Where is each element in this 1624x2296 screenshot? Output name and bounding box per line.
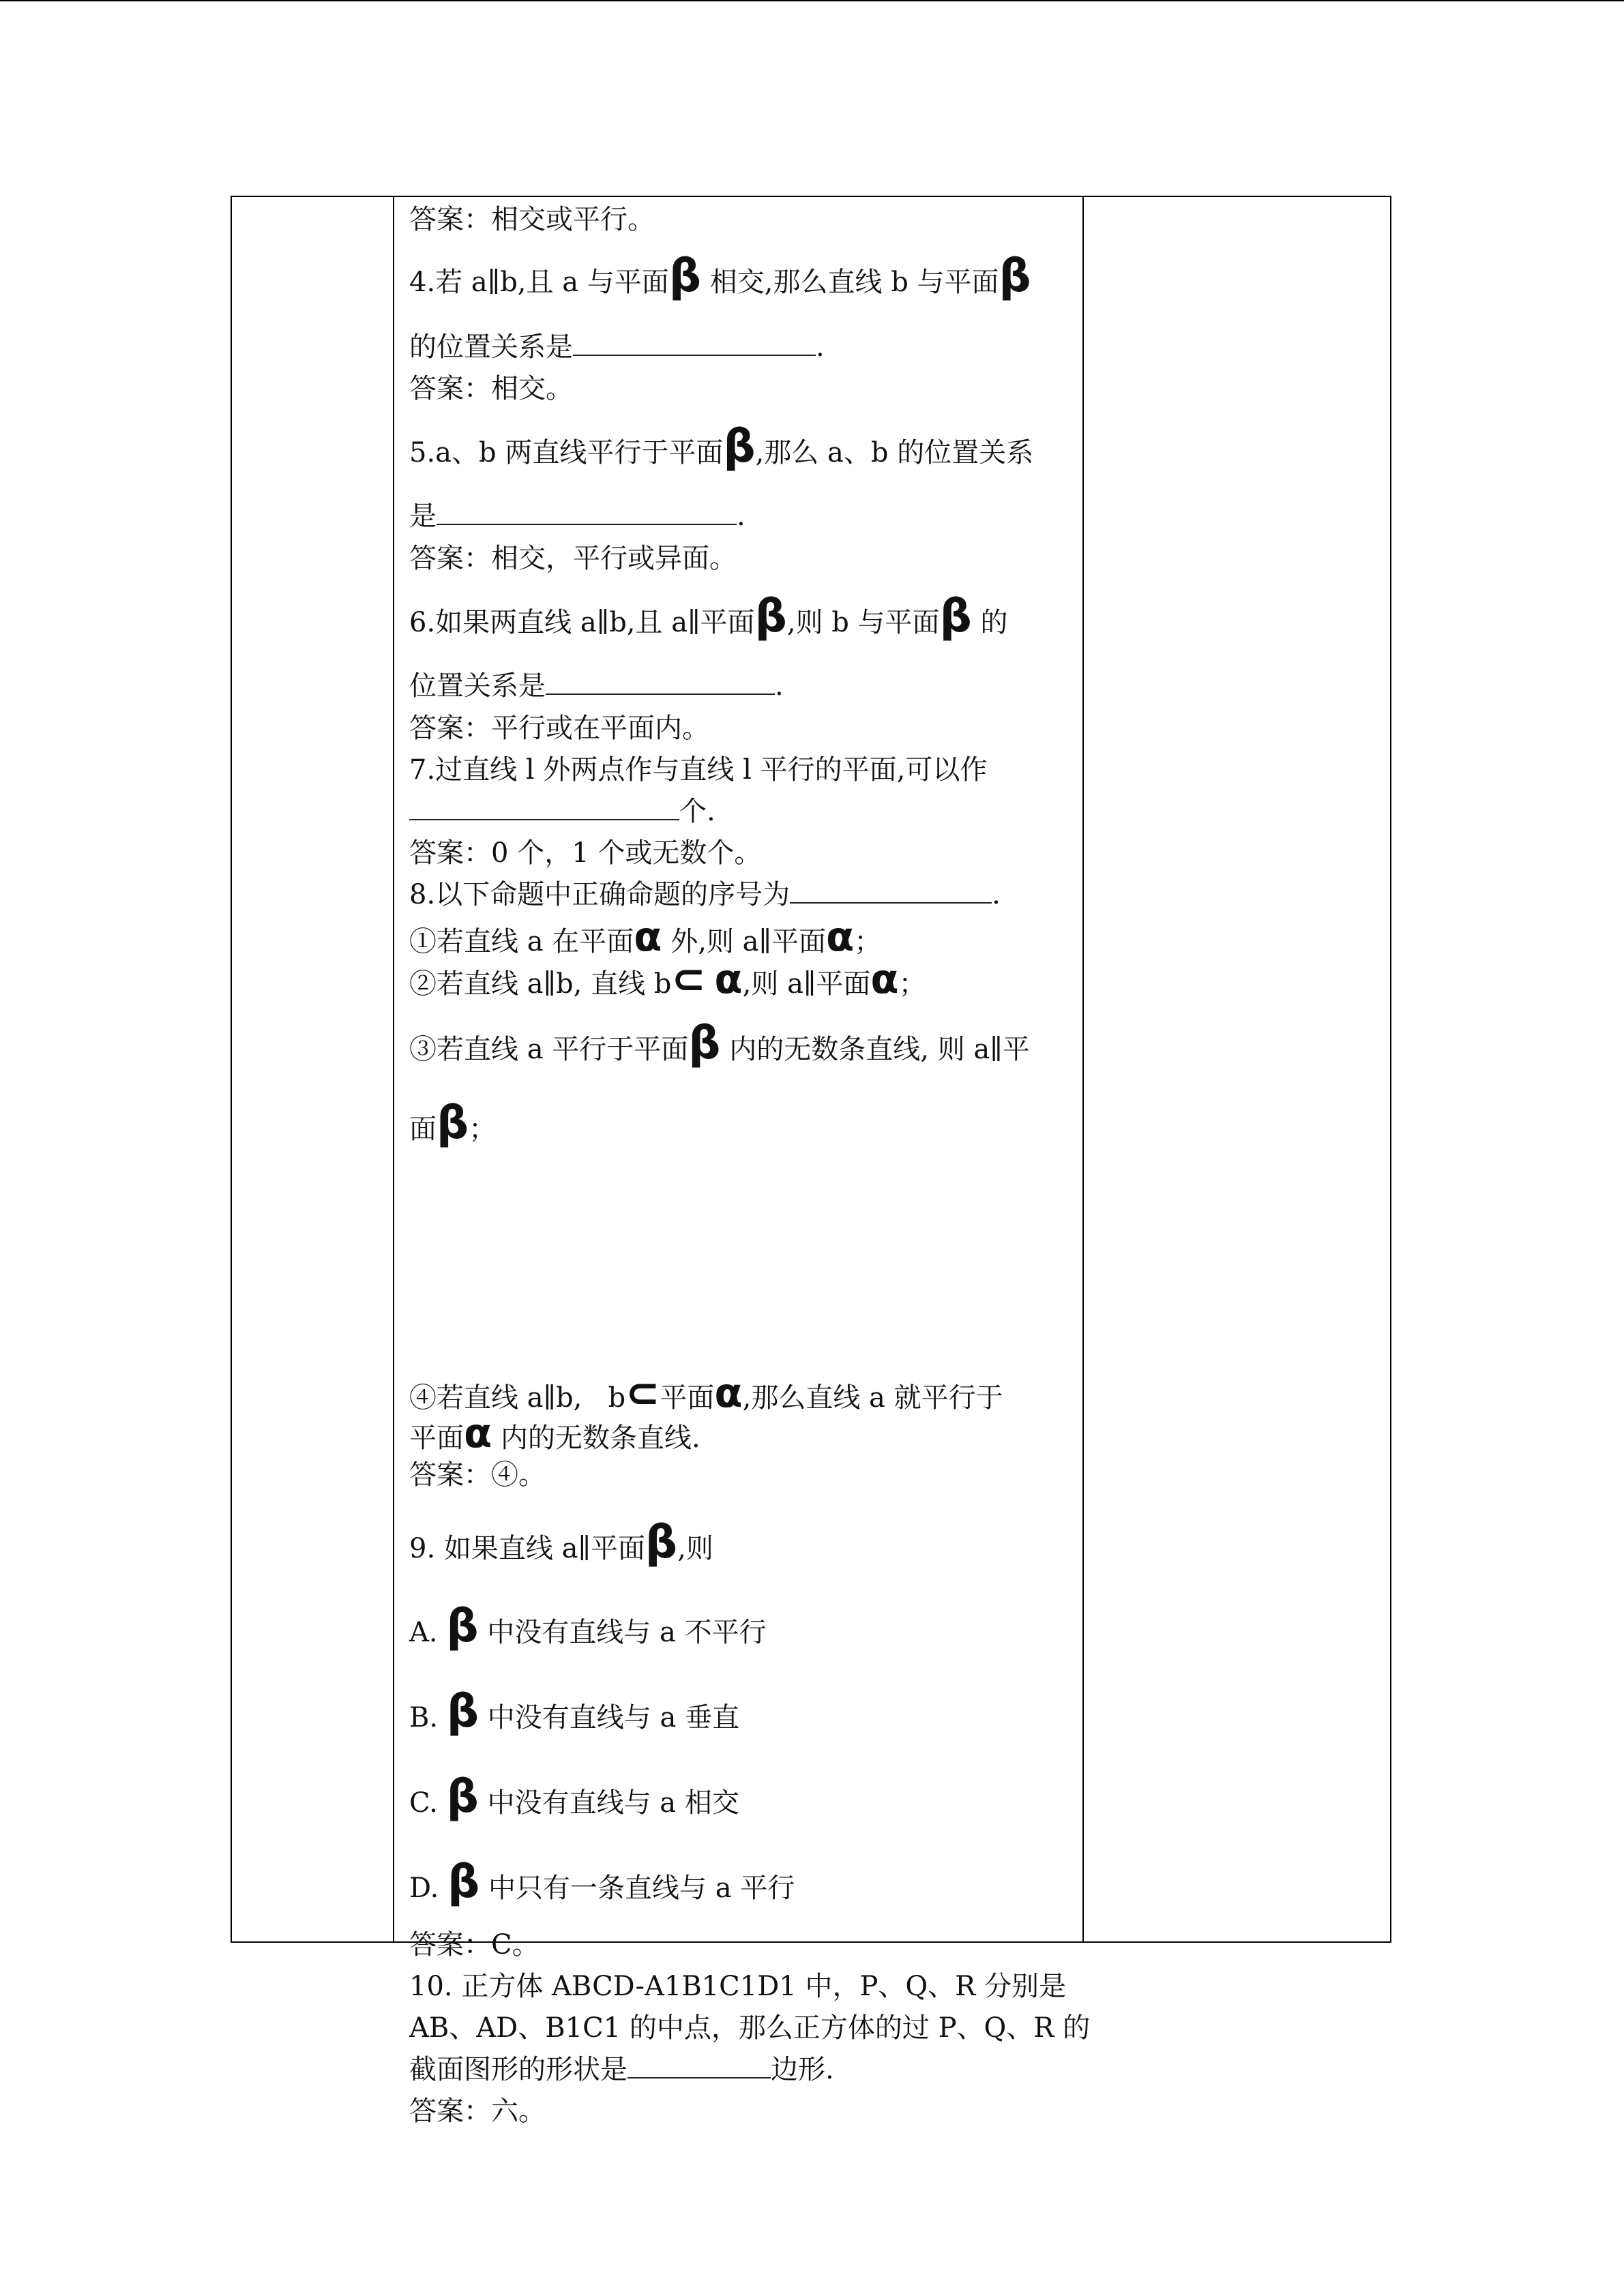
question-9-option-b: B. β 中没有直线与 a 垂直 xyxy=(409,1685,740,1738)
beta-symbol: β xyxy=(446,1600,479,1652)
answer-blank[interactable] xyxy=(437,501,737,525)
question-10-cont: 截面图形的形状是 边形. xyxy=(409,2054,834,2085)
beta-symbol: β xyxy=(723,420,756,473)
question-8-option-4-cont: 平面α 内的无数条直线. xyxy=(409,1410,700,1457)
answer-line: 答案：相交。 xyxy=(409,373,573,404)
question-9: 9. 如果直线 a∥平面β,则 xyxy=(409,1516,713,1568)
question-10-cont: AB、AD、B1C1 的中点，那么正方体的过 P、Q、R 的 xyxy=(409,2012,1091,2044)
question-8-option-3: ③若直线 a 平行于平面β 内的无数条直线, 则 a∥平 xyxy=(409,1017,1030,1069)
answer-line: 答案：六。 xyxy=(409,2096,546,2127)
question-9-option-a: A. β 中没有直线与 a 不平行 xyxy=(409,1600,767,1652)
answer-blank[interactable] xyxy=(790,879,992,904)
question-8-option-4: ④若直线 a∥b, b⊂平面α,那么直线 a 就平行于 xyxy=(409,1369,1003,1417)
answer-line: 答案：④。 xyxy=(409,1459,546,1491)
beta-symbol: β xyxy=(688,1017,721,1069)
alpha-symbol: α xyxy=(714,1369,743,1417)
beta-symbol: β xyxy=(437,1097,469,1149)
alpha-symbol: α xyxy=(826,913,855,961)
beta-symbol: β xyxy=(999,250,1031,302)
question-5-cont: 是 . xyxy=(409,501,745,532)
question-6: 6.如果两直线 a∥b,且 a∥平面β,则 b 与平面β 的 xyxy=(409,590,1008,642)
beta-symbol: β xyxy=(447,1855,480,1908)
question-7: 7.过直线 l 外两点作与直线 l 平行的平面,可以作 xyxy=(409,754,988,786)
answer-line: 答案：相交，平行或异面。 xyxy=(409,543,737,574)
beta-symbol: β xyxy=(754,590,787,642)
beta-symbol: β xyxy=(446,1685,479,1738)
question-4: 4.若 a∥b,且 a 与平面β 相交,那么直线 b 与平面β xyxy=(409,250,1031,302)
subset-symbol: ⊂ xyxy=(625,1369,660,1417)
question-6-cont: 位置关系是 . xyxy=(409,670,784,702)
beta-symbol: β xyxy=(939,590,972,642)
question-4-cont: 的位置关系是 . xyxy=(409,331,825,363)
question-8-option-3-cont: 面β； xyxy=(409,1097,497,1149)
beta-symbol: β xyxy=(668,250,702,302)
answer-line: 答案：相交或平行。 xyxy=(409,204,655,235)
answer-line: 答案：平行或在平面内。 xyxy=(409,713,709,744)
answer-blank[interactable] xyxy=(409,796,679,820)
answer-blank[interactable] xyxy=(546,670,775,695)
question-8: 8.以下命题中正确命题的序号为 . xyxy=(409,879,1001,910)
question-7-cont: 个. xyxy=(409,794,715,829)
question-8-option-1: ①若直线 a 在平面α 外,则 a∥平面α； xyxy=(409,913,882,961)
question-9-option-d: D. β 中只有一条直线与 a 平行 xyxy=(409,1855,795,1908)
question-5: 5.a、b 两直线平行于平面β,那么 a、b 的位置关系 xyxy=(409,420,1034,473)
answer-line: 答案：0 个，1 个或无数个。 xyxy=(409,837,762,869)
alpha-symbol: α xyxy=(464,1410,492,1457)
alpha-symbol: α xyxy=(714,955,743,1003)
alpha-symbol: α xyxy=(870,955,899,1003)
answer-blank[interactable] xyxy=(628,2054,771,2078)
answer-line: 答案：C。 xyxy=(409,1929,540,1960)
question-10: 10. 正方体 ABCD-A1B1C1D1 中，P、Q、R 分别是 xyxy=(409,1971,1067,2002)
beta-symbol: β xyxy=(645,1516,678,1568)
subset-symbol: ⊂ xyxy=(671,955,706,1003)
question-9-option-c: C. β 中没有直线与 a 相交 xyxy=(409,1770,739,1823)
column-divider-right xyxy=(1082,197,1084,1941)
question-8-option-2: ②若直线 a∥b, 直线 b⊂ α,则 a∥平面α； xyxy=(409,955,926,1003)
beta-symbol: β xyxy=(446,1770,479,1823)
alpha-symbol: α xyxy=(634,913,662,961)
page-top-border xyxy=(0,0,1624,1)
answer-blank[interactable] xyxy=(573,331,816,356)
column-divider-left xyxy=(393,197,394,1941)
